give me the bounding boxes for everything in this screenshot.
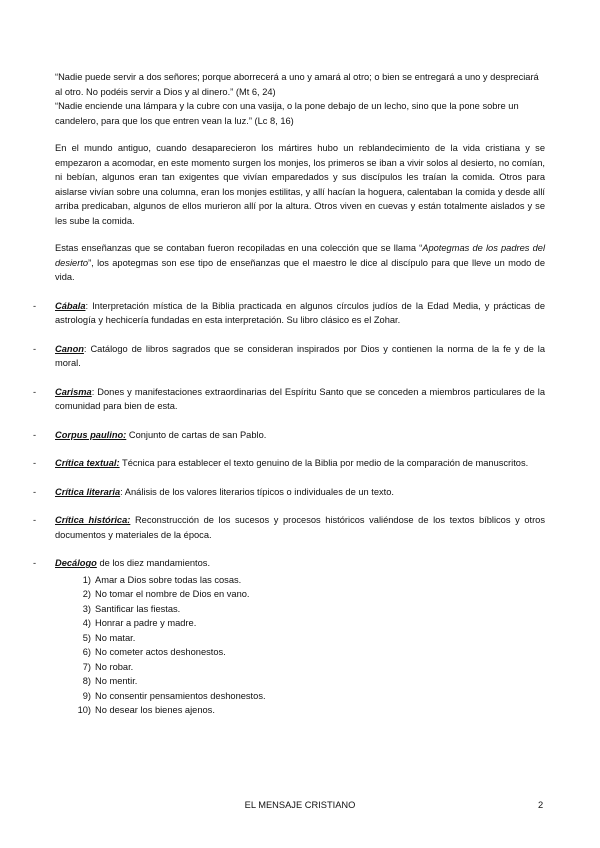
paragraph-monks: En el mundo antiguo, cuando desaparecieron los mártires hubo un reblandecimiento de la vida cristiana y se empezaron a acomodar, en este momento surgen los monjes, los primeros se iban a vivir solos al desierto, no comían, ni bebían, algunos eran tan exigentes que vivían emparedados y sus discípulos les traían la comida. Otros para aislarse vivían sobre una columna, eran los monjes estilitas, y allí hacían la hoguera, calentaban la comida y desde allí arriba predicaban, algunos de ellos murieron allí por la altura. Otros viven en cuevas y están totalmente aislados y se les sube la comida.	[55, 143, 545, 226]
list-dash: -	[33, 458, 37, 468]
paragraph-apotegmas	[55, 241, 545, 285]
apotegmas-title: Apotegmas de los padres del desierto	[55, 243, 546, 268]
list-dash: -	[33, 515, 37, 525]
list-number: 4)	[82, 618, 91, 628]
list-item	[73, 703, 545, 718]
list-number: 2)	[82, 589, 91, 599]
commandment-text: Honrar a padre y madre.	[95, 618, 197, 628]
list-number: 1)	[82, 574, 91, 585]
commandment-text: No robar.	[95, 661, 134, 672]
list-item	[73, 631, 545, 646]
glossary-definition: : Análisis de los valores literarios típicos o individuales de un texto.	[120, 486, 395, 497]
commandment-text: No tomar el nombre de Dios en vano.	[95, 589, 250, 599]
list-item	[73, 674, 545, 689]
commandment-text: Amar a Dios sobre todas las cosas.	[95, 574, 242, 585]
glossary-item	[33, 556, 545, 571]
glossary-definition: : Dones y manifestaciones extraordinarias del Espíritu Santo que se conceden a miembros particulares de la comunidad para bien de esta.	[55, 386, 545, 411]
list-item	[73, 689, 545, 704]
quote-luke: “Nadie enciende una lámpara y la cubre con una vasija, o la pone debajo de un lecho, sino que la pone sobre un candelero, para que los que entren vean la luz.” (Lc 8, 16)	[55, 101, 519, 126]
list-dash: -	[33, 486, 37, 497]
glossary-definition: Técnica para establecer el texto genuino de la Biblia por medio de la comparación de manuscritos.	[119, 458, 529, 468]
glossary-item	[33, 485, 545, 500]
glossary-item	[33, 456, 545, 471]
commandments-list	[73, 573, 545, 718]
list-dash: -	[33, 386, 37, 397]
glossary-item	[33, 299, 545, 328]
list-item	[73, 616, 545, 631]
glossary-term: Canon	[55, 343, 84, 354]
glossary-term: Crítica textual:	[55, 458, 120, 468]
commandment-text: No cometer actos deshonestos.	[95, 647, 226, 657]
list-number: 8)	[82, 676, 91, 686]
footer-title: EL MENSAJE CRISTIANO	[244, 800, 356, 810]
glossary-term: Decálogo	[55, 558, 97, 568]
list-item	[73, 587, 545, 602]
list-dash: -	[33, 300, 37, 311]
glossary-item	[33, 385, 545, 414]
list-dash: -	[33, 558, 37, 568]
list-item	[73, 573, 545, 588]
apotegmas-text-before: Estas enseñanzas que se contaban fueron recopiladas en una colección que se llama “	[55, 243, 423, 253]
list-dash: -	[33, 429, 37, 440]
glossary	[33, 299, 545, 718]
commandment-text: No mentir.	[95, 676, 138, 686]
list-item	[73, 602, 545, 617]
glossary-term: Cábala	[55, 300, 86, 311]
glossary-definition: Reconstrucción de los sucesos y procesos históricos valiéndose de los textos bíblicos y otros documentos y materiales de la época.	[55, 515, 545, 540]
glossary-definition: : Catálogo de libros sagrados que se consideran inspirados por Dios y contienen la norma de la fe y de la moral.	[55, 343, 545, 368]
list-dash: -	[33, 343, 37, 354]
page-body	[33, 70, 546, 718]
glossary-term: Crítica literaria	[55, 486, 121, 497]
list-number: 3)	[82, 603, 91, 614]
glossary-term: Carisma	[55, 386, 92, 397]
glossary-definition: de los diez mandamientos.	[96, 558, 211, 568]
glossary-item	[33, 513, 545, 542]
glossary-term: Crítica histórica:	[55, 515, 131, 525]
glossary-term: Corpus paulino:	[55, 429, 127, 440]
apotegmas-text-after: ”, los apotegmas son ese tipo de enseñanzas que el maestro le dice al discípulo para que lleve un modo de vida.	[55, 257, 545, 282]
commandment-text: Santificar las fiestas.	[95, 603, 181, 614]
list-item	[73, 660, 545, 675]
page-number: 2	[538, 800, 544, 810]
list-number: 10)	[77, 705, 91, 715]
list-number: 6)	[82, 647, 91, 657]
list-item	[73, 645, 545, 660]
glossary-item	[33, 428, 545, 443]
commandment-text: No desear los bienes ajenos.	[95, 705, 215, 715]
list-number: 7)	[82, 661, 91, 672]
commandment-text: No matar.	[95, 632, 136, 643]
glossary-definition: : Interpretación mística de la Biblia practicada en algunos círculos judíos de la Edad Media, y prácticas de astrología y hechicería fundadas en esta interpretación. Su libro clásico es el Zohar.	[55, 300, 545, 325]
quote-matthew: “Nadie puede servir a dos señores; porque aborrecerá a uno y amará al otro; o bien se entregará a uno y despreciará al otro. No podéis servir a Dios y al dinero.” (Mt 6, 24)	[55, 72, 539, 97]
glossary-definition: Conjunto de cartas de san Pablo.	[126, 429, 267, 440]
list-number: 9)	[82, 690, 91, 701]
list-number: 5)	[82, 632, 91, 643]
glossary-item	[33, 342, 545, 371]
commandment-text: No consentir pensamientos deshonestos.	[95, 690, 266, 701]
